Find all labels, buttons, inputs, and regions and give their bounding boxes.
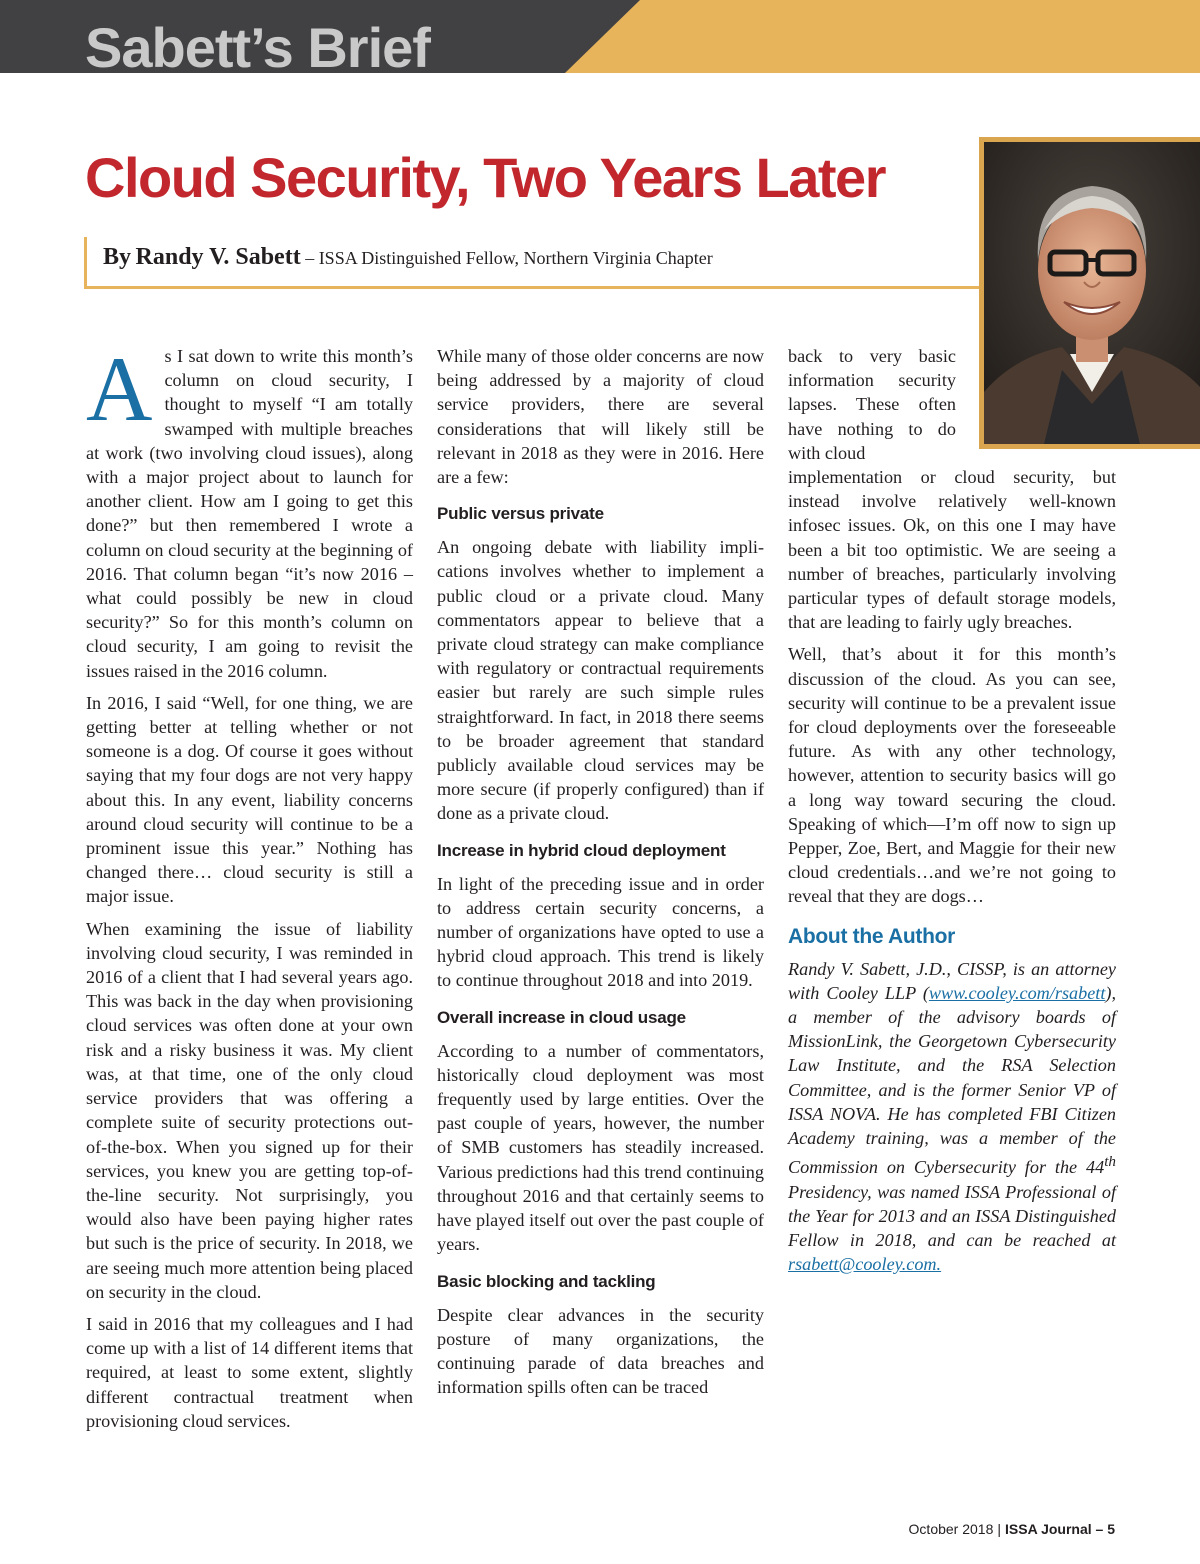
- paragraph: Despite clear advances in the security posture of many organizations, the continuing parade of data breaches and information spills often can be traced: [437, 1304, 764, 1398]
- author-affiliation: – ISSA Distinguished Fellow, Northern Virginia Chapter: [305, 248, 713, 268]
- subheading-basic-blocking: Basic blocking and tackling: [437, 1271, 656, 1291]
- paragraph-wrap-around-photo: back to very basic information security lapses. These often have nothing to do with cloud: [788, 346, 956, 463]
- paragraph: According to a number of commentators, historically cloud deployment was most frequently used by large entities. Over the past couple of years, however, the number of SMB customers has steadily increased. Various predictions had this trend continuing throughout 2016 and that certainly seems to have played itself out over the past couple of years.: [437, 1040, 764, 1255]
- column-1: [86, 338, 413, 1441]
- article-title: Cloud Security, Two Years Later: [85, 146, 885, 209]
- byline-prefix: By: [103, 244, 132, 270]
- paragraph: In light of the preceding issue and in order to address certain security concerns, a number of organizations have opted to use a hybrid cloud approach. This trend is likely to continue throughout 2018 and into 2019.: [437, 873, 764, 991]
- column-3: [788, 344, 1116, 1284]
- column-2: [437, 344, 764, 1407]
- paragraph-intro: [86, 338, 413, 683]
- author-website-link[interactable]: www.cooley.com/rsabett: [928, 982, 1106, 1003]
- bio-text: Randy V. Sabett, J.D., CISSP, is an attorney with Cooley LLP (: [788, 958, 1116, 1003]
- about-author-heading: About the Author: [788, 924, 956, 948]
- footer-date: October 2018: [908, 1521, 994, 1537]
- author-bio: [788, 957, 1116, 1277]
- paragraph: In 2016, I said “Well, for one thing, we are getting better at telling whether or not someone is a dog. Of course it goes without saying that my four dogs are not very happy about this. In any event, liability concerns around cloud security will continue to be a prominent issue this year.” Nothing has changed there… cloud security is still a major issue.: [86, 692, 413, 907]
- byline: [103, 240, 713, 275]
- footer-separator: |: [997, 1521, 1002, 1537]
- bio-text: ), a member of the advisory boards of MissionLink, the Georgetown Cybersecurity Law Institute, and the RSA Selection Committee, and is the former Senior VP of ISSA NOVA. He has completed FBI Citizen Academy training, was a member of the Commission on Cybersecurity for the 44: [788, 982, 1116, 1178]
- drop-cap: A: [86, 338, 153, 440]
- page-footer: [909, 1521, 1115, 1537]
- byline-accent-bar: [84, 237, 87, 287]
- bio-text: Presidency, was named ISSA Professional of the Year for 2013 and an ISSA Distinguished Fellow in 2018, and can be reached at: [788, 1181, 1116, 1250]
- paragraph: I said in 2016 that my colleagues and I had come up with a list of 14 different items that required, at least to some extent, slightly different contractual treatment when provisioning cloud services.: [86, 1313, 413, 1431]
- author-email-link[interactable]: rsabett@cooley.com.: [788, 1254, 942, 1275]
- bio-superscript: th: [1104, 1153, 1116, 1171]
- paragraph: While many of those older concerns are now being addressed by a majority of cloud service providers, there are several considerations that will likely still be relevant in 2018 as they were in 2016. Here are a few:: [437, 346, 764, 488]
- section-title: Sabett’s Brief: [85, 16, 430, 79]
- author-name: Randy V. Sabett: [135, 244, 301, 270]
- footer-journal-page: ISSA Journal – 5: [1005, 1521, 1115, 1537]
- paragraph: implementation or cloud security, but instead involve relatively well-known infosec issues. Ok, on this one I may have been a bit too optimistic. We are seeing a number of breaches, particularly involving particular types of default storage models, that are leading to fairly ugly breaches.: [788, 467, 1116, 633]
- subheading-hybrid-cloud: Increase in hybrid cloud deployment: [437, 840, 726, 860]
- subheading-public-private: Public versus private: [437, 504, 604, 524]
- paragraph: An ongoing debate with liability implications involves whether to implement a public cloud or a private cloud. Many commentators appear to believe that a private cloud strategy can make compliance with regulatory or contractual requirements easier but rarely are such simple rules straightforward. In fact, in 2018 there seems to be broader agreement that standard publicly available cloud services may be more secure (if properly configured) than if done as a private cloud.: [437, 537, 764, 824]
- subheading-cloud-usage: Overall increase in cloud usage: [437, 1007, 686, 1027]
- paragraph: Well, that’s about it for this month’s discussion of the cloud. As you can see, security will continue to be a prevalent issue for cloud deployments over the foreseeable future. As with any other technology, however, attention to security basics will go a long way toward securing the cloud. Speaking of which—I’m off now to sign up Pepper, Zoe, Bert, and Maggie for their new cloud credentials…and we’re not going to reveal that they are dogs…: [788, 644, 1116, 907]
- paragraph: When examining the issue of liability involving cloud security, I was reminded in 2016 of a client that I had several years ago. This was back in the day when provisioning cloud services was often done at your own risk and a risky business it was. My client was, at that time, one of the only cloud service providers that was offering a complete suite of security protections out-of-the-box. When you signed up for their services, you knew you are getting top-of-the-line security. Not surprisingly, you would also have been paying higher rates but such is the price of security. In 2018, we are seeing much more attention being placed on security in the cloud.: [86, 918, 413, 1302]
- paragraph-intro-text: s I sat down to write this month’s column on cloud security, I thought to myself “I am totally swamped with multiple breaches at work (two involving cloud issues), along with a major project about to launch for another client. How am I going to get this done?” but then remembered I wrote a column on cloud security at the beginning of 2016. That column began “it’s now 2016 – what could possibly be new in cloud security?” So for this month’s column on cloud security, I am going to revisit the issues raised in the 2016 column.: [86, 346, 413, 681]
- byline-underline: [84, 286, 982, 289]
